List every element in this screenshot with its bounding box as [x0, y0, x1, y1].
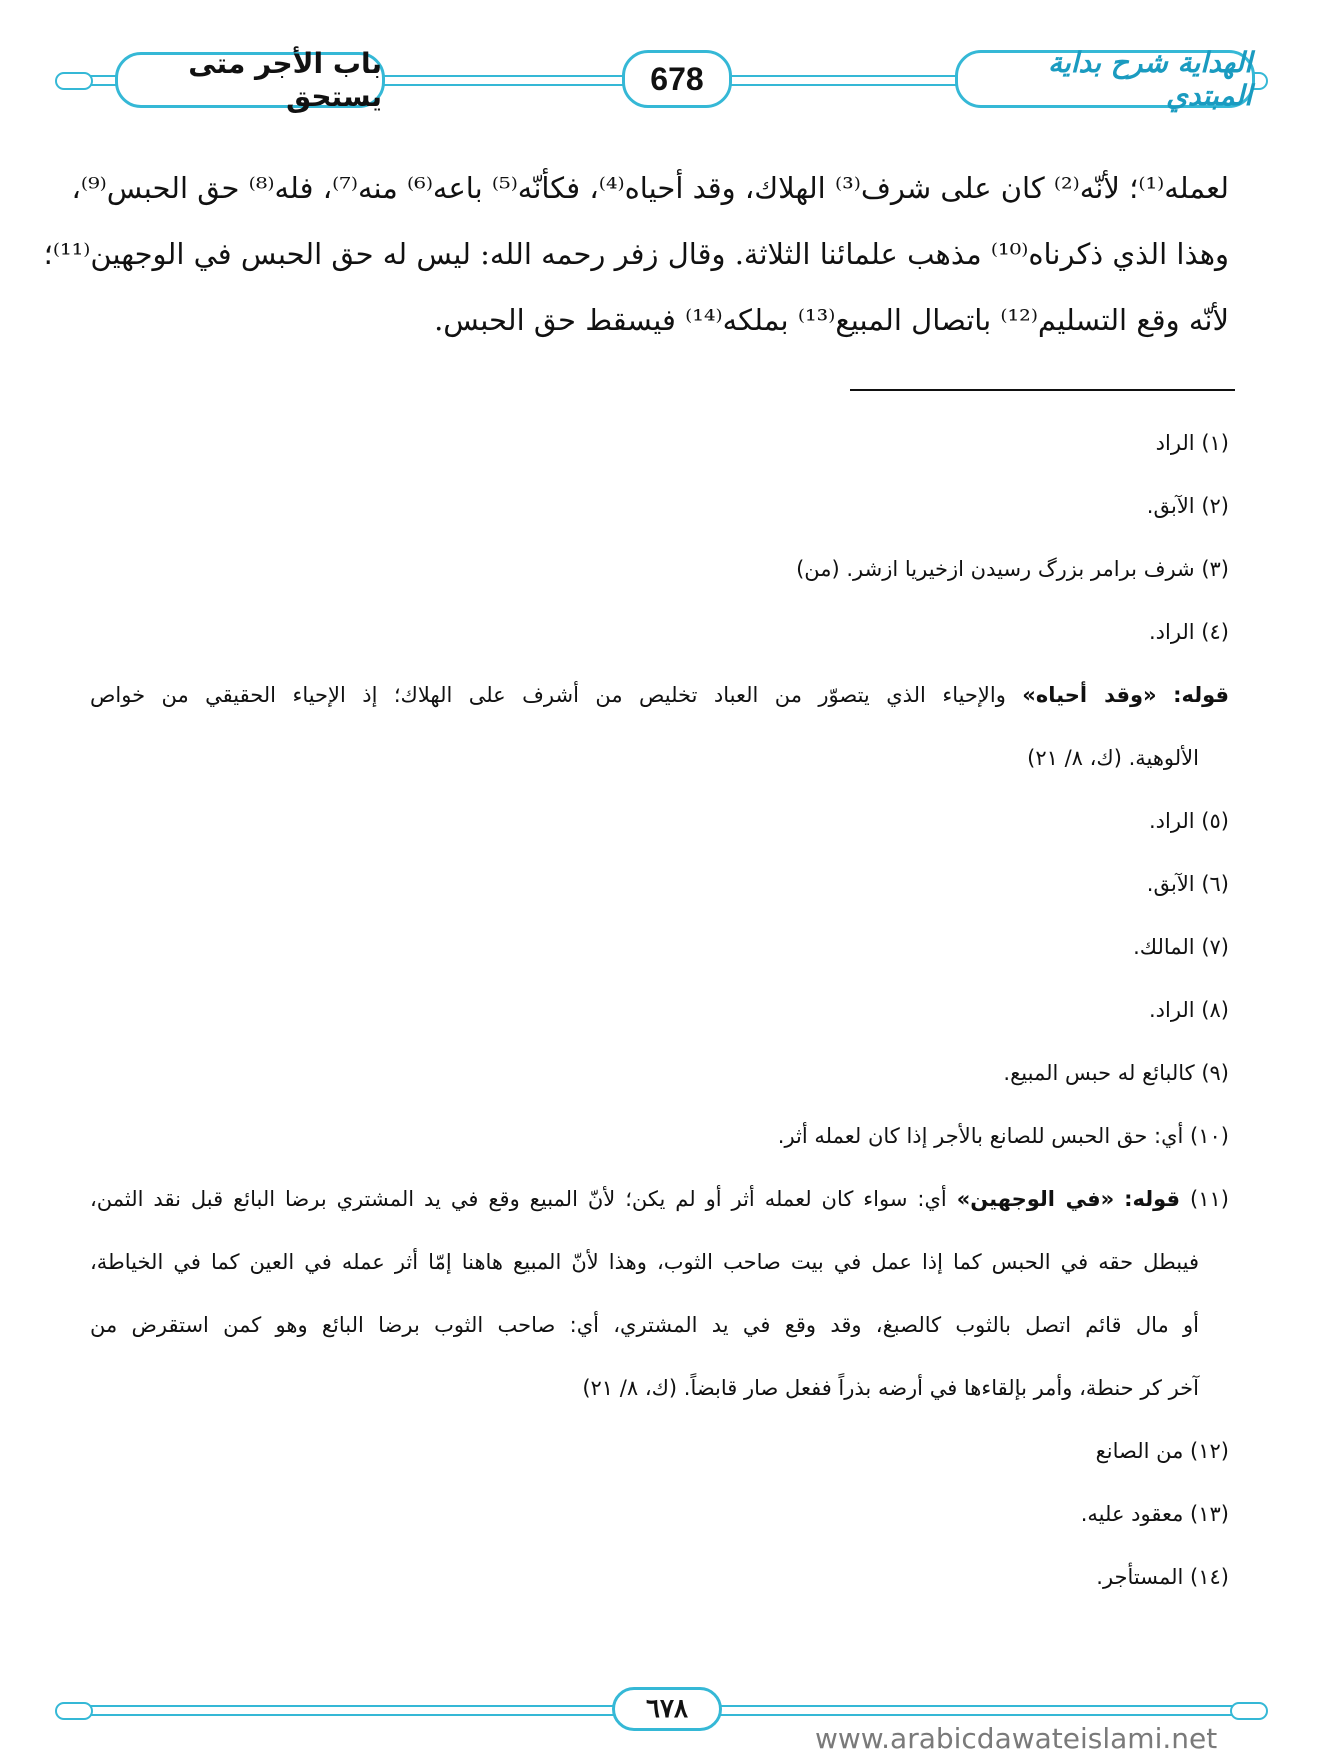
qawl-note-line-2: الألوهية. (ك، ٨/ ٢١)	[1027, 746, 1199, 770]
footnote-12: (١٢) من الصانع	[1095, 1439, 1229, 1463]
footer-ornament-left	[55, 1702, 93, 1720]
footnote-13: (١٣) معقود عليه.	[1080, 1502, 1229, 1526]
page-number-header: 678	[622, 50, 732, 108]
footnote-11-label: قوله:	[1124, 1187, 1181, 1211]
body-line-3: لأنّه وقع التسليم⁽¹²⁾ باتصال المبيع⁽¹³⁾ بملكه⁽¹⁴⁾ فيسقط حق الحبس.	[434, 303, 1229, 337]
footnote-11-text: أي: سواء كان لعمله أثر أو لم يكن؛ لأنّ المبيع وقع في يد المشتري برضا البائع قبل نقد الثمن،	[90, 1187, 947, 1211]
website-watermark: www.arabicdawateislami.net	[815, 1722, 1218, 1755]
footnote-11-line-2: فيبطل حقه في الحبس كما إذا عمل في بيت صاحب الثوب، وهذا لأنّ المبيع هاهنا إمّا أثر عمله في العين كما في الخياطة،	[90, 1250, 1199, 1274]
footnote-3: (٣) شرف برامر بزرگ رسيدن ازخيريا ازشر. (من)	[796, 557, 1229, 581]
footnote-14: (١٤) المستأجر.	[1096, 1565, 1229, 1589]
footnotes	[90, 412, 1229, 1609]
footnote-8: (٨) الراد.	[1148, 998, 1229, 1022]
footnote-1: (١) الراد	[1155, 431, 1229, 455]
footnote-2: (٢) الآبق.	[1146, 494, 1229, 518]
footnote-11-number: (١١)	[1190, 1187, 1229, 1211]
footnote-11-line-4: آخر كر حنطة، وأمر بإلقاءها في أرضه بذراً ففعل صار قابضاً. (ك، ٨/ ٢١)	[582, 1376, 1199, 1400]
footnote-11-term: «في الوجهين»	[956, 1187, 1115, 1211]
qawl-label: قوله:	[1173, 683, 1229, 707]
body-line-1: لعمله⁽¹⁾؛ لأنّه⁽²⁾ كان على شرف⁽³⁾ الهلاك، وقد أحياه⁽⁴⁾، فكأنّه⁽⁵⁾ باعه⁽⁶⁾ منه⁽⁷⁾، فله⁽⁸⁾ حق الحبس⁽⁹⁾،	[71, 171, 1229, 205]
qawl-text: والإحياء الذي يتصوّر من العباد تخليص من أشرف على الهلاك؛ إذ الإحياء الحقيقي من خواص	[90, 683, 1006, 707]
header-ornament-left	[55, 72, 93, 90]
footer-ornament-right	[1230, 1702, 1268, 1720]
footnote-6: (٦) الآبق.	[1146, 872, 1229, 896]
footnote-7: (٧) المالك.	[1133, 935, 1229, 959]
qawl-term: «وقد أحياه»	[1022, 683, 1157, 707]
footnote-10: (١٠) أي: حق الحبس للصانع بالأجر إذا كان لعمله أثر.	[777, 1124, 1229, 1148]
qawl-note-line-1	[90, 664, 1229, 727]
footnote-separator	[850, 389, 1235, 391]
footnote-9: (٩) كالبائع له حبس المبيع.	[1003, 1061, 1229, 1085]
chapter-title: باب الأجر متى يستحق	[115, 52, 385, 108]
footnote-11-line-3: أو مال قائم اتصل بالثوب كالصبغ، وقد وقع في يد المشتري، أي: صاحب الثوب برضا البائع وهو كمن استقرض من	[90, 1313, 1199, 1337]
main-text	[43, 155, 1229, 353]
body-line-2: وهذا الذي ذكرناه⁽¹⁰⁾ مذهب علمائنا الثلاثة. وقال زفر رحمه الله: ليس له حق الحبس في الوجهين⁽¹¹⁾؛	[43, 237, 1229, 271]
footnote-11-line-1	[90, 1168, 1229, 1231]
footnote-4: (٤) الراد.	[1148, 620, 1229, 644]
book-title: الهداية شرح بداية المبتدي	[955, 50, 1255, 108]
footnote-5: (٥) الراد.	[1148, 809, 1229, 833]
page-number-footer: ٦٧٨	[612, 1687, 722, 1731]
